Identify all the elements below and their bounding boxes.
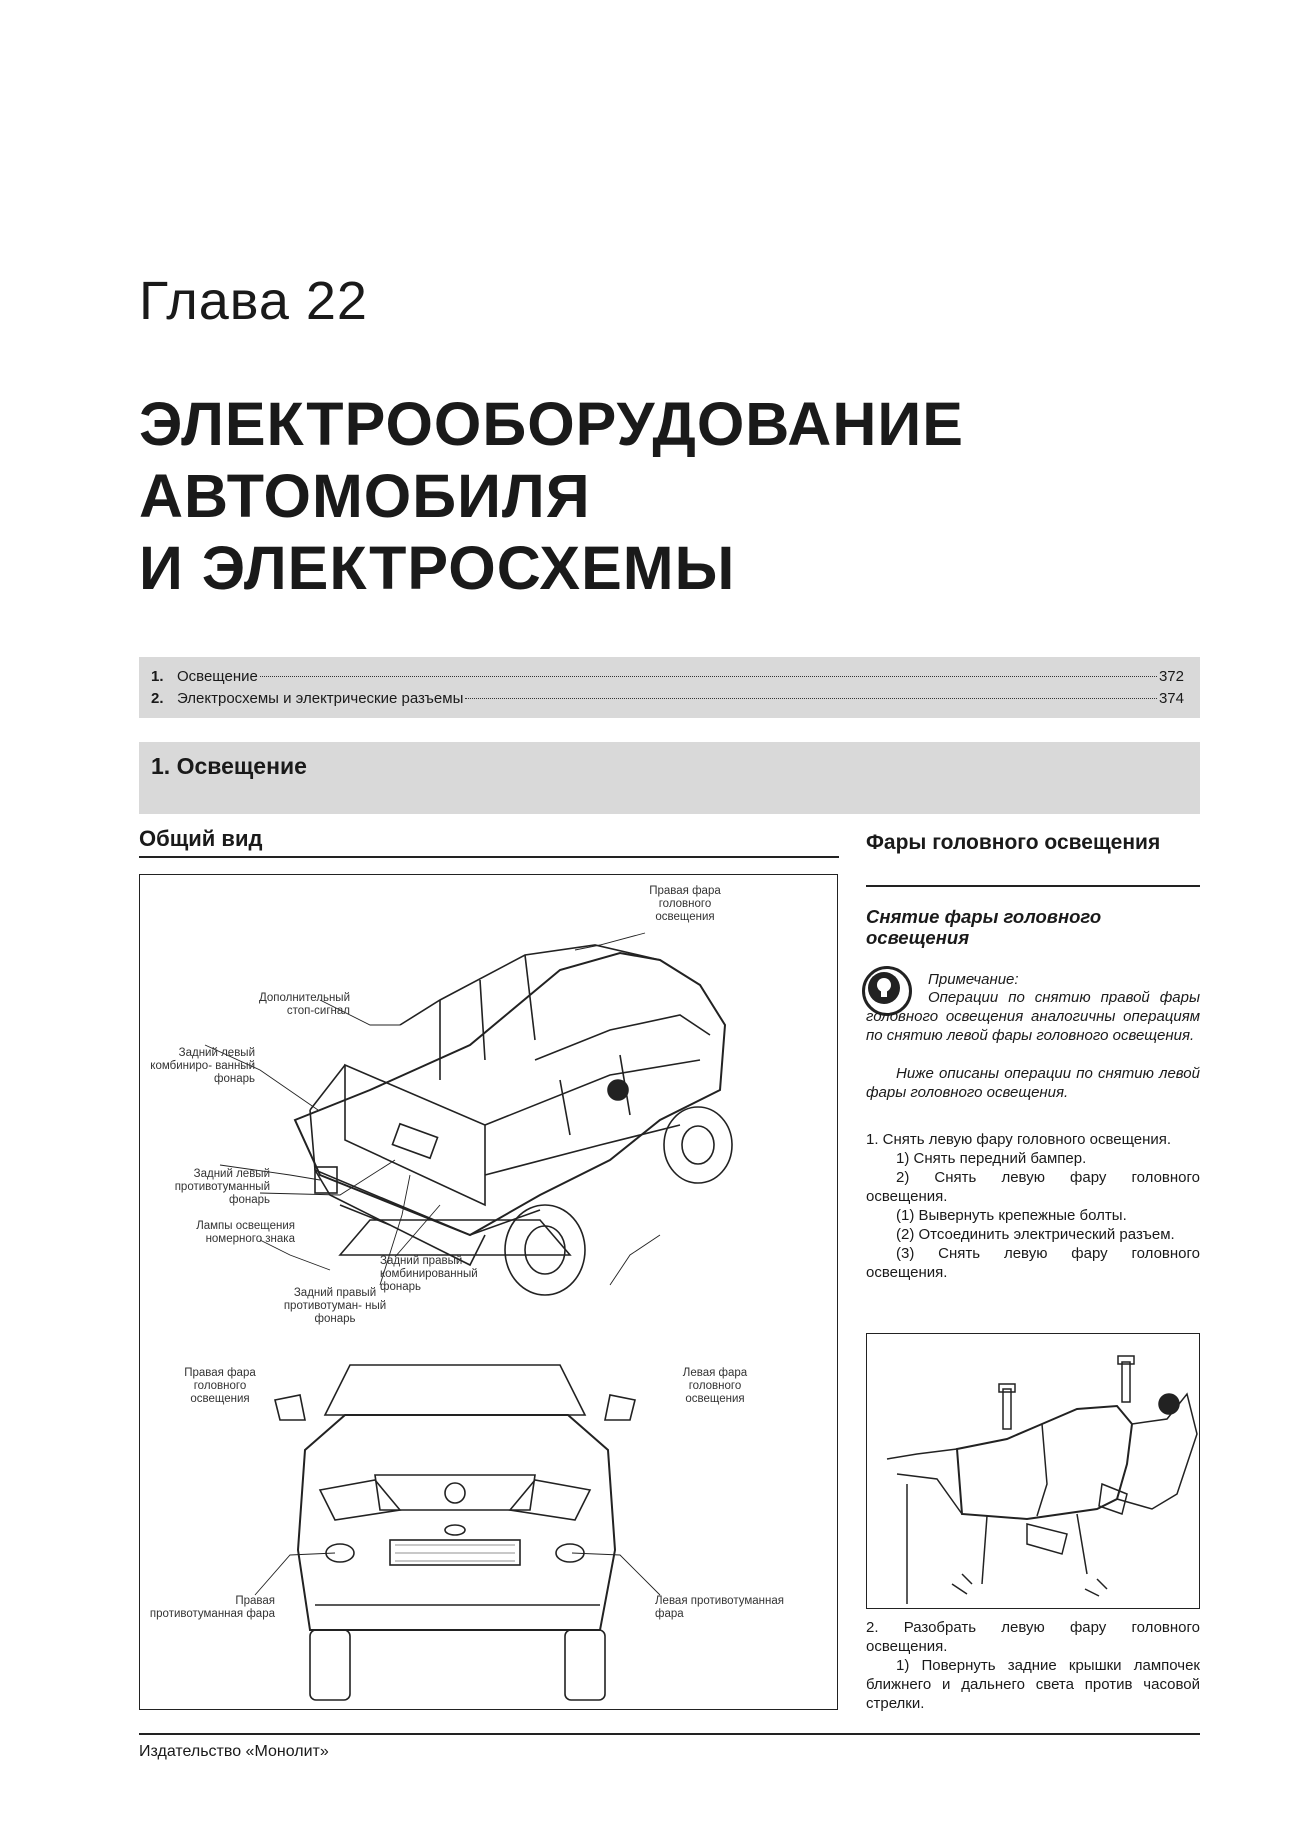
step-1-2-2: (2) Отсоединить электрический разъем.: [896, 1226, 1175, 1243]
toc-label: Освещение: [177, 668, 258, 685]
steps-block-1: [866, 1130, 1200, 1282]
table-of-contents: [139, 657, 1200, 718]
step-2: 2. Разобрать левую фару головного освещения.: [866, 1619, 1200, 1655]
right-heading-rule: [866, 885, 1200, 887]
toc-leader: [260, 676, 1157, 677]
title-line-3: И ЭЛЕКТРОСХЕМЫ: [139, 534, 736, 602]
toc-num: 2.: [151, 690, 164, 707]
section-title: 1. Освещение: [151, 753, 307, 779]
callout-plate-lamps: Лампы освещения номерного знака: [196, 1220, 295, 1245]
callout-right-headlight-top: Правая фара головного освещения: [649, 885, 721, 923]
general-view-figure: [139, 874, 838, 1710]
callout-front-right-fog: Правая противотуманная фара: [149, 1595, 275, 1620]
callout-extra-stop: Дополнительный стоп-сигнал: [258, 992, 350, 1017]
headlight-removal-figure: [866, 1333, 1200, 1609]
title-line-1: ЭЛЕКТРООБОРУДОВАНИЕ: [139, 390, 964, 458]
toc-page: 374: [1158, 690, 1184, 707]
toc-num: 1.: [151, 668, 164, 685]
toc-label: Электросхемы и электрические разъемы: [177, 690, 464, 707]
chapter-label: Глава 22: [139, 271, 368, 331]
note-text: Операции по снятию правой фары головного освещения аналогичны операциям по снятию левой фары головного освещения.: [866, 989, 1200, 1044]
step-2-1: 1) Повернуть задние крышки лампочек ближнего и дальнего света против часовой стрелки.: [866, 1657, 1200, 1712]
step-1-2: 2) Снять левую фару головного освещения.: [866, 1169, 1200, 1205]
toc-item-2[interactable]: [151, 690, 1184, 707]
steps-block-2: [866, 1618, 1200, 1713]
note-label: Примечание:: [928, 971, 1019, 988]
step-1-2-3: (3) Снять левую фару головного освещения.: [866, 1245, 1200, 1281]
section-bar: [139, 742, 1200, 814]
removal-subheading: Снятие фары головного освещения: [866, 906, 1102, 948]
toc-page: 372: [1158, 668, 1184, 685]
callout-rear-left-fog: Задний левый противотуманный фонарь: [174, 1168, 270, 1206]
right-heading: Фары головного освещения: [866, 831, 1161, 854]
chapter-title: [139, 388, 964, 604]
callout-rear-right-fog: Задний правый противотуман- ный фонарь: [283, 1287, 387, 1325]
title-line-2: АВТОМОБИЛЯ: [139, 462, 591, 530]
callout-front-left-fog: Левая противотуманная фара: [655, 1595, 784, 1620]
left-heading: Общий вид: [139, 826, 263, 851]
step-1-1: 1) Снять передний бампер.: [896, 1150, 1087, 1167]
callout-front-left-headlight: Левая фара головного освещения: [682, 1367, 748, 1405]
toc-item-1[interactable]: [151, 668, 1184, 685]
pickup-rear-view: [295, 945, 732, 1295]
toc-leader: [465, 698, 1157, 699]
publisher-footer: Издательство «Монолит»: [139, 1743, 329, 1760]
callout-rear-left-combo: Задний левый комбиниро- ванный фонарь: [150, 1047, 255, 1085]
step-1-2-1: (1) Вывернуть крепежные болты.: [896, 1207, 1127, 1224]
callout-rear-right-combo: Задний правый комбинированный фонарь: [380, 1255, 478, 1293]
left-heading-rule: [139, 856, 839, 858]
headlight-illustration: [867, 1334, 1199, 1608]
footer-rule: [139, 1733, 1200, 1735]
note-text-2: Ниже описаны операции по снятию левой фары головного освещения.: [866, 1065, 1200, 1101]
step-1: 1. Снять левую фару головного освещения.: [866, 1131, 1172, 1148]
logo-mark: [608, 1080, 628, 1100]
callout-front-right-headlight: Правая фара головного освещения: [184, 1367, 256, 1405]
